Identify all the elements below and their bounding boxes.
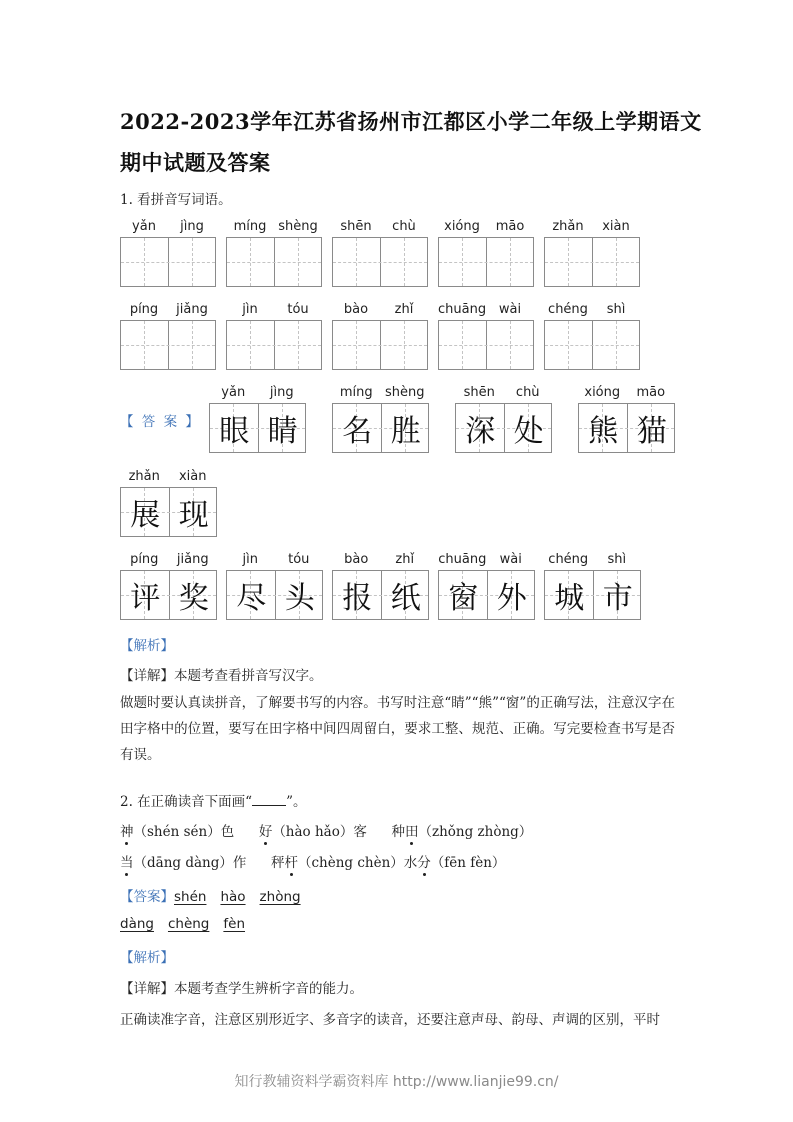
pinyin-label: xiàn <box>602 219 630 234</box>
tianzige-guide <box>545 345 639 346</box>
answer-character: 睛 <box>267 414 298 449</box>
answer-character: 眼 <box>219 414 250 449</box>
pinyin-label: chuāng <box>438 552 487 567</box>
pinyin-label: bào <box>343 302 369 317</box>
pinyin-label: zhǎn <box>552 219 584 234</box>
answer-character: 深 <box>465 414 496 449</box>
pinyin-label: chù <box>515 385 540 400</box>
page-title-line1: 2022-2023学年江苏省扬州市江都区小学二年级上学期语文 <box>120 109 702 134</box>
answer-2-line-1 <box>120 885 315 905</box>
answer-pinyin: chèng <box>167 916 210 932</box>
detail-2: 【详解】本题考查学生辨析字音的能力。 <box>120 981 363 997</box>
tianzige-guide <box>439 262 533 263</box>
pinyin-label: píng <box>130 552 159 567</box>
pinyin-label: zhǐ <box>395 552 415 567</box>
tianzige-box[interactable] <box>332 237 428 287</box>
pinyin-label: yǎn <box>221 385 246 400</box>
answer-tianzige <box>578 403 675 453</box>
tianzige-guide <box>333 262 427 263</box>
tianzige-box[interactable] <box>226 237 322 287</box>
option-text: （hào hǎo）客 <box>272 824 367 840</box>
pinyin-label: jìn <box>242 552 258 567</box>
explanation-2: 正确读准字音，注意区别形近字、多音字的读音，还要注意声母、韵母、声调的区别，平时 <box>120 1012 660 1028</box>
pinyin-label: bào <box>344 552 369 567</box>
tianzige-box[interactable] <box>120 237 216 287</box>
tianzige-guide <box>121 262 215 263</box>
answer-character: 外 <box>496 581 527 616</box>
answer-tianzige <box>544 570 641 620</box>
pinyin-label: xióng <box>444 219 480 234</box>
dotted-char: 田 <box>404 824 419 840</box>
answer-character: 报 <box>342 581 373 616</box>
answer-character: 尽 <box>236 581 267 616</box>
tianzige-box[interactable] <box>438 237 534 287</box>
answer-character: 市 <box>602 581 633 616</box>
question-2-prompt <box>120 790 306 810</box>
answer-character: 头 <box>284 581 315 616</box>
option-text: （zhǒng zhòng） <box>418 824 533 840</box>
pinyin-label: jiǎng <box>176 302 208 317</box>
dotted-char: 杆 <box>284 855 298 871</box>
pinyin-label: yǎn <box>132 219 156 234</box>
answer-pinyin: shén <box>174 889 207 905</box>
tianzige-box[interactable] <box>544 320 640 370</box>
pinyin-label: chéng <box>548 552 589 567</box>
answer-character: 现 <box>178 498 209 533</box>
answer-pinyin: zhòng <box>259 889 301 905</box>
answer-label-1: 【 答 案 】 <box>120 414 201 430</box>
tianzige-box[interactable] <box>226 320 322 370</box>
answer-character: 胜 <box>390 414 421 449</box>
analysis-label-1: 【解析】 <box>120 638 174 654</box>
dotted-char: 分 <box>417 855 431 871</box>
tianzige-box[interactable] <box>332 320 428 370</box>
pinyin-label: shèng <box>278 219 318 234</box>
answer-tianzige <box>455 403 552 453</box>
option-text: （fēn fèn） <box>430 855 506 871</box>
answer-pinyin: hào <box>220 889 246 905</box>
question-2-prompt-end: ”。 <box>286 794 307 810</box>
underline-blank <box>252 794 286 806</box>
pinyin-label: māo <box>636 385 666 400</box>
answer-tianzige <box>226 570 323 620</box>
pinyin-label: chuāng <box>438 302 487 317</box>
answer-tianzige <box>120 570 217 620</box>
answer-character: 窗 <box>448 581 479 616</box>
dotted-char: 神 <box>120 824 134 840</box>
tianzige-guide <box>227 345 321 346</box>
pinyin-label: jìng <box>180 219 204 234</box>
question-2-line-2 <box>120 851 505 871</box>
page-title-line2: 期中试题及答案 <box>120 150 271 175</box>
option-text: 秤 <box>270 855 285 871</box>
question-1-prompt: 1. 看拼音写词语。 <box>120 192 232 208</box>
tianzige-box[interactable] <box>544 237 640 287</box>
answer-character: 奖 <box>178 581 209 616</box>
answer-tianzige <box>209 403 306 453</box>
pinyin-label: wài <box>499 552 522 567</box>
detail-1: 【详解】本题考查看拼音写汉字。 <box>120 668 323 684</box>
pinyin-label: jìn <box>242 302 258 317</box>
pinyin-label: wài <box>498 302 522 317</box>
question-2-line-1 <box>120 820 532 840</box>
pinyin-label: tóu <box>288 552 310 567</box>
pinyin-label: shèng <box>384 385 425 400</box>
tianzige-guide <box>439 345 533 346</box>
dotted-char: 当 <box>120 855 134 871</box>
tianzige-guide <box>333 345 427 346</box>
option-text: （chèng chèn）水 <box>297 855 418 871</box>
analysis-label-2: 【解析】 <box>120 950 174 966</box>
tianzige-box[interactable] <box>438 320 534 370</box>
pinyin-label: zhǐ <box>394 302 414 317</box>
answer-character: 评 <box>130 581 161 616</box>
option-text: （shén sén）色 <box>133 824 235 840</box>
answer-tianzige <box>332 403 429 453</box>
pinyin-label: shì <box>607 552 627 567</box>
pinyin-label: píng <box>129 302 159 317</box>
tianzige-guide <box>227 262 321 263</box>
pinyin-label: shēn <box>340 219 372 234</box>
pinyin-label: tóu <box>287 302 309 317</box>
pinyin-label: xiàn <box>178 469 207 484</box>
answer-character: 纸 <box>390 581 421 616</box>
page-footer: 知行教辅资料学霸资料库 http://www.lianjie99.cn/ <box>234 1074 559 1090</box>
tianzige-box[interactable] <box>120 320 216 370</box>
explanation-1: 做题时要认真读拼音，了解要书写的内容。书写时注意“睛”“熊”“窗”的正确写法，注意汉字在田字格中的位置，要写在田字格中间四周留白，要求工整、规范、正确。写完要检查书写是否有误。 <box>120 695 675 763</box>
dotted-char: 好 <box>258 824 273 840</box>
answer-tianzige <box>332 570 429 620</box>
pinyin-label: zhǎn <box>128 469 160 484</box>
answer-character: 名 <box>342 414 373 449</box>
option-text: （dāng dàng）作 <box>133 855 247 871</box>
answer-character: 猫 <box>636 414 667 449</box>
pinyin-label: jìng <box>269 385 294 400</box>
pinyin-label: míng <box>233 219 267 234</box>
pinyin-label: jiǎng <box>176 552 209 567</box>
answer-pinyin: dàng <box>120 916 154 932</box>
answer-character: 城 <box>554 581 585 616</box>
question-2-prompt-start: 2. 在正确读音下面画“ <box>120 794 253 810</box>
pinyin-label: māo <box>495 219 525 234</box>
pinyin-label: shì <box>606 302 626 317</box>
answer-pinyin: fèn <box>223 916 246 932</box>
answer-tianzige <box>120 487 217 537</box>
pinyin-label: míng <box>339 385 373 400</box>
tianzige-guide <box>121 345 215 346</box>
answer-label-2: 【答案】 <box>120 889 174 905</box>
answer-tianzige <box>438 570 535 620</box>
pinyin-label: chù <box>392 219 416 234</box>
answer-2-line-2 <box>120 916 259 932</box>
answer-character: 熊 <box>588 414 619 449</box>
option-text: 种 <box>391 824 405 840</box>
pinyin-label: shēn <box>463 385 495 400</box>
pinyin-label: chéng <box>548 302 588 317</box>
answer-character: 处 <box>513 414 544 449</box>
tianzige-guide <box>545 262 639 263</box>
answer-character: 展 <box>130 498 161 533</box>
pinyin-label: xióng <box>584 385 621 400</box>
